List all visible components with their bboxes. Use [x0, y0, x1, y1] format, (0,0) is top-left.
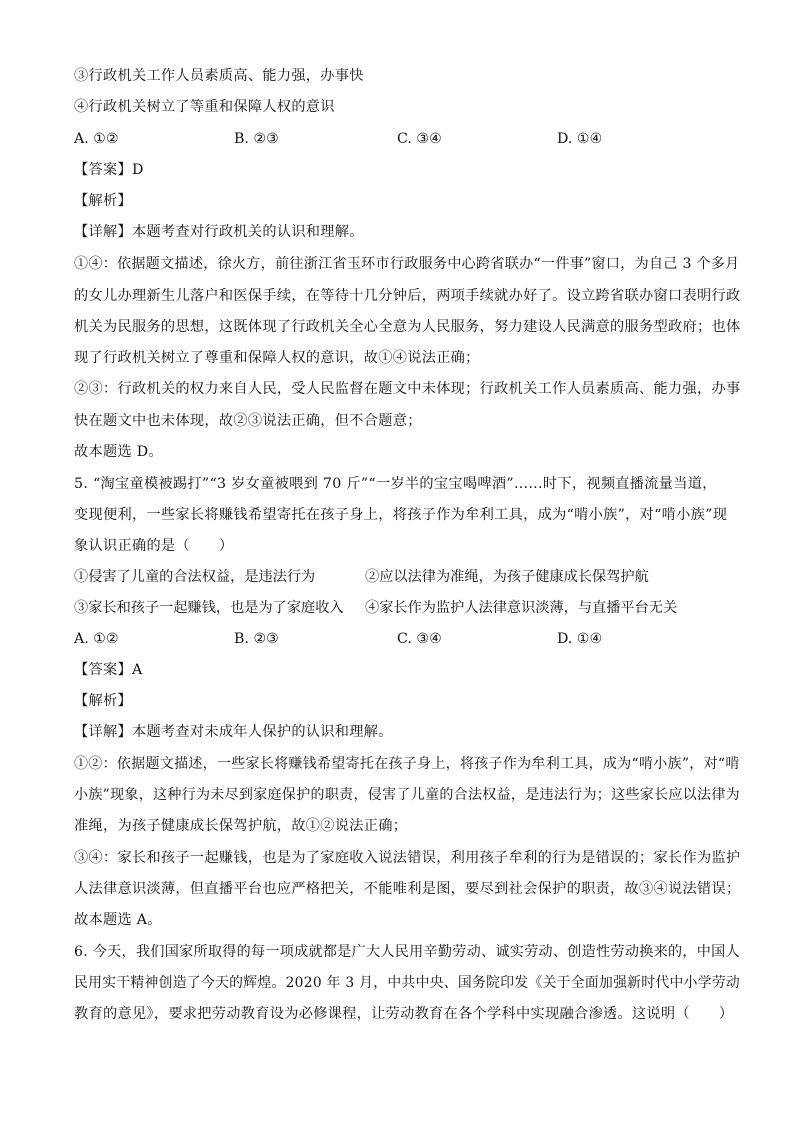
q4-para2-line: 快在题文中也未体现，故②③说法正确，但不合题意；	[74, 413, 422, 429]
q5-stem-line: 变现便利，一些家长将赚钱希望寄托在孩子身上，将孩子作为牟利工具，成为“啃小族”，对“啃小族”现	[74, 507, 728, 523]
q5-conclusion: 故本题选 A。	[74, 912, 162, 928]
q4-option-d: D. ①④	[557, 131, 603, 147]
q4-statement-3: ③行政机关工作人员素质高、能力强，办事快	[74, 68, 364, 84]
q5-para1-line: 小族”现象，这种行为未尽到家庭保护的职责，侵害了儿童的合法权益，是违法行为；这些家长应以法律为	[74, 787, 740, 803]
q4-statement-4: ④行政机关树立了等重和保障人权的意识	[74, 99, 335, 115]
q4-option-c: C. ③④	[397, 131, 442, 147]
q5-option-c: C. ③④	[397, 631, 442, 647]
q5-statement-4: ④家长作为监护人法律意识淡薄，与直播平台无关	[365, 600, 678, 616]
q5-para2-line: 人法律意识淡薄，但直播平台也应严格把关，不能唯利是图，要尽到社会保护的职责，故③④说法错误；	[74, 881, 741, 897]
q5-stem-line: 5. “淘宝童模被踢打”“3 岁女童被喂到 70 斤”“一岁半的宝宝喝啤酒”……时下，视频直播流量当道，	[74, 476, 717, 492]
q5-option-d: D. ①④	[557, 631, 603, 647]
q4-answer: 【答案】D	[74, 162, 144, 178]
q5-statement-3: ③家长和孩子一起赚钱，也是为了家庭收入	[74, 600, 344, 616]
q5-para1-line: ①②：依据题文描述，一些家长将赚钱希望寄托在孩子身上，将孩子作为牟利工具，成为“啃小族”，对“啃	[74, 756, 740, 772]
q4-para1-line: 机关为民服务的思想，这既体现了行政机关全心全意为人民服务，努力建设人民满意的服务型政府；也体	[74, 319, 741, 335]
q4-para2-line: ②③：行政机关的权力来自人民，受人民监督在题文中未体现；行政机关工作人员素质高、能力强，办事	[74, 381, 741, 397]
q4-option-a: A. ①②	[74, 131, 119, 147]
q5-option-b: B. ②③	[234, 631, 279, 647]
q4-para1-line: 的女儿办理新生儿落户和医保手续，在等待十几分钟后，两项手续就办好了。设立跨省联办窗口表明行政	[74, 288, 741, 304]
q5-para2-line: ③④：家长和孩子一起赚钱，也是为了家庭收入说法错误，利用孩子牟利的行为是错误的；家长作为监护	[74, 850, 741, 866]
q4-analysis-label: 【解析】	[74, 193, 132, 209]
q6-stem-line: 民用实干精神创造了今天的辉煌。2020 年 3 月，中共中央、国务院印发《关于全面加强新时代中小学劳动	[74, 975, 741, 991]
q5-option-a: A. ①②	[74, 631, 119, 647]
q4-conclusion: 故本题选 D。	[74, 444, 163, 460]
q5-analysis-label: 【解析】	[74, 693, 132, 709]
q5-para1-line: 准绳，为孩子健康成长保驾护航，故①②说法正确；	[74, 818, 408, 834]
q5-statement-2: ②应以法律为准绳，为孩子健康成长保驾护航	[365, 569, 649, 585]
q5-answer: 【答案】A	[74, 662, 143, 678]
q5-detail: 【详解】本题考查对未成年人保护的认识和理解。	[74, 724, 393, 740]
q5-stem-line: 象认识正确的是（ ）	[74, 538, 234, 554]
q6-stem-line: 6. 今天，我们国家所取得的每一项成就都是广大人民用辛勤劳动、诚实劳动、创造性劳动换来的，中国人	[74, 944, 740, 960]
q4-option-b: B. ②③	[234, 131, 279, 147]
q4-para1-line: ①④：依据题文描述，徐火方，前往浙江省玉环市行政服务中心跨省联办“一件事”窗口，为自己 3 个多月	[74, 256, 740, 272]
q5-statement-1: ①侵害了儿童的合法权益，是违法行为	[74, 569, 316, 585]
q4-para1-line: 现了行政机关树立了尊重和保障人权的意识，故①④说法正确；	[74, 350, 480, 366]
q6-stem-line: 教育的意见》，要求把劳动教育设为必修课程，让劳动教育在各个学科中实现融合渗透。这说明（ ）	[74, 1006, 734, 1022]
q4-detail: 【详解】本题考查对行政机关的认识和理解。	[74, 224, 364, 240]
